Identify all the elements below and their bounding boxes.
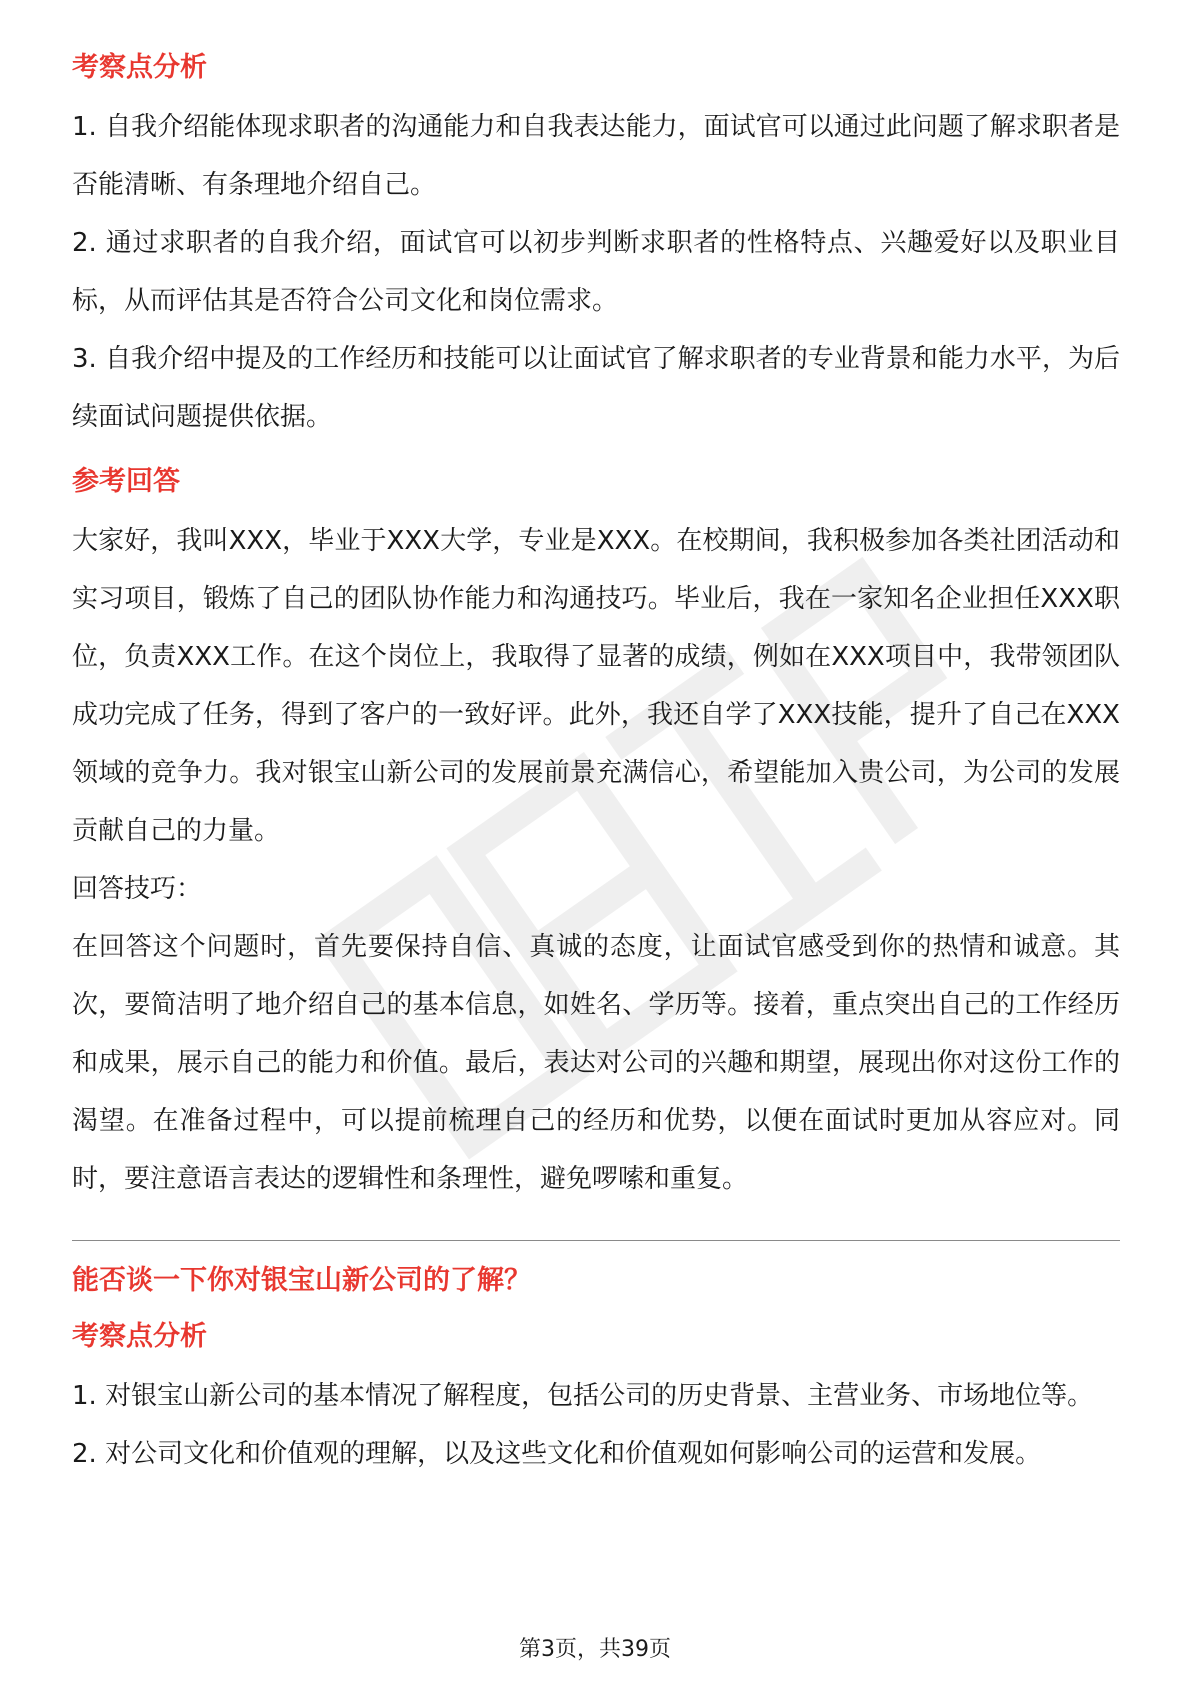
analysis-heading: 考察点分析	[72, 52, 207, 83]
analysis-point-2-2: 2. 对公司文化和价值观的理解，以及这些文化和价值观如何影响公司的运营和发展。	[72, 1439, 1042, 1469]
analysis-point-2: 2. 通过求职者的自我介绍，面试官可以初步判断求职者的性格特点、兴趣爱好以及职业目标，从而评估其是否符合公司文化和岗位需求。	[72, 228, 1120, 316]
main-content	[72, 48, 1120, 1483]
analysis-heading-2: 考察点分析	[72, 1321, 207, 1352]
analysis-point-2-1: 1. 对银宝山新公司的基本情况了解程度，包括公司的历史背景、主营业务、市场地位等。	[72, 1381, 1094, 1411]
analysis-point-3: 3. 自我介绍中提及的工作经历和技能可以让面试官了解求职者的专业背景和能力水平，为后续面试问题提供依据。	[72, 344, 1120, 432]
analysis-point-1: 1. 自我介绍能体现求职者的沟通能力和自我表达能力，面试官可以通过此问题了解求职者是否能清晰、有条理地介绍自己。	[72, 112, 1120, 200]
question-heading: 能否谈一下你对银宝山新公司的了解？	[72, 1265, 531, 1296]
page-indicator: 第3页，共39页	[519, 1637, 671, 1662]
answer-text: 大家好，我叫XXX，毕业于XXX大学，专业是XXX。在校期间，我积极参加各类社团活动和实习项目，锻炼了自己的团队协作能力和沟通技巧。毕业后，我在一家知名企业担任XXX职位，负责XXX工作。在这个岗位上，我取得了显著的成绩，例如在XXX项目中，我带领团队成功完成了任务，得到了客户的一致好评。此外，我还自学了XXX技能，提升了自己在XXX领域的竞争力。我对银宝山新公司的发展前景充满信心，希望能加入贵公司，为公司的发展贡献自己的力量。	[72, 526, 1120, 846]
tips-text: 在回答这个问题时，首先要保持自信、真诚的态度，让面试官感受到你的热情和诚意。其次，要简洁明了地介绍自己的基本信息，如姓名、学历等。接着，重点突出自己的工作经历和成果，展示自己的能力和价值。最后，表达对公司的兴趣和期望，展现出你对这份工作的渴望。在准备过程中，可以提前梳理自己的经历和优势，以便在面试时更加从容应对。同时，要注意语言表达的逻辑性和条理性，避免啰嗦和重复。	[72, 932, 1120, 1194]
section-divider	[72, 1240, 1120, 1241]
tips-label: 回答技巧：	[72, 874, 203, 904]
answer-heading: 参考回答	[72, 466, 180, 497]
